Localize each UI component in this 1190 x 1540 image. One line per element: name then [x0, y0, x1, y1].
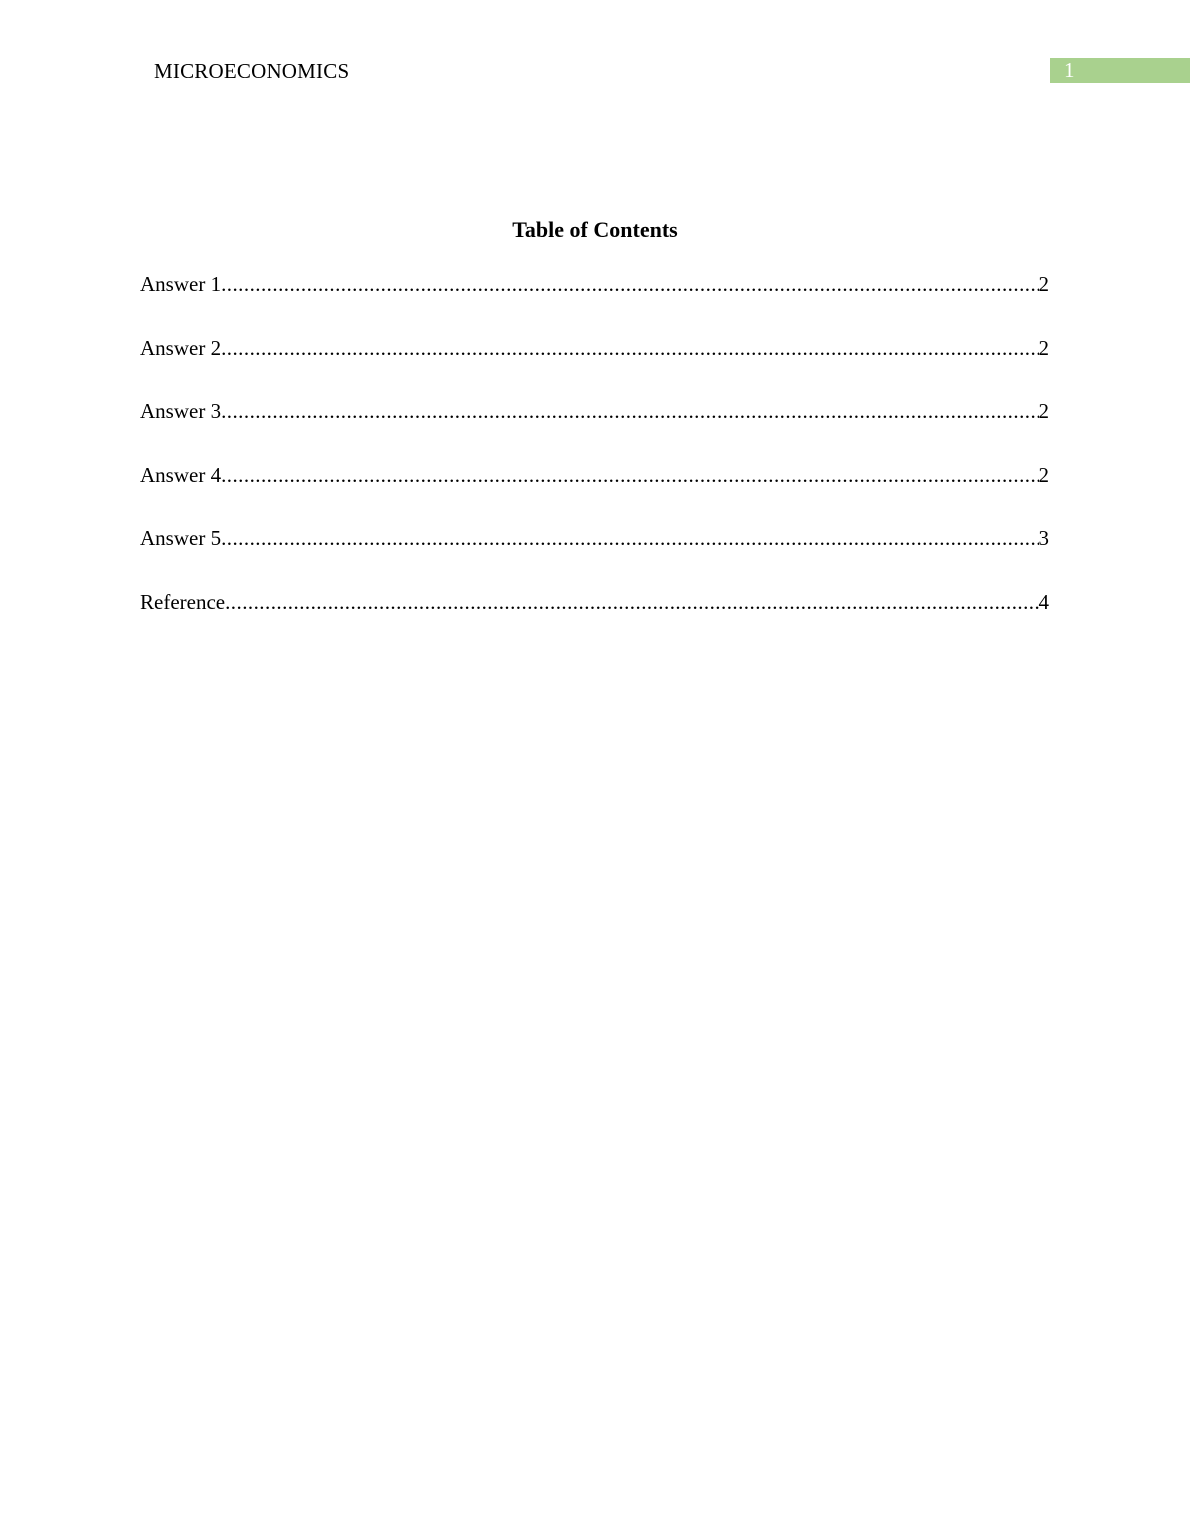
- toc-entry-answer-4[interactable]: [140, 461, 1049, 525]
- toc-entry-label: Answer 5: [140, 526, 222, 550]
- running-head: MICROECONOMICS: [154, 59, 350, 83]
- toc-entry-page: 2: [1038, 335, 1049, 360]
- toc-dot-leader: [221, 334, 1038, 362]
- toc-entry-answer-1[interactable]: [140, 270, 1049, 334]
- toc-entry-label: Answer 3: [140, 399, 222, 423]
- toc-dot-leader: [221, 461, 1038, 489]
- toc-entry-reference[interactable]: [140, 588, 1049, 652]
- toc-list: [140, 270, 1049, 651]
- toc-entry-page: 2: [1038, 399, 1049, 423]
- page-number-bar: [1050, 58, 1190, 83]
- toc-entry-page: 4: [1038, 589, 1049, 614]
- toc-entry-page: 2: [1038, 272, 1049, 296]
- toc-title: Table of Contents: [512, 217, 678, 242]
- toc-entry-page: 3: [1038, 526, 1049, 550]
- toc-entry-answer-5[interactable]: [140, 524, 1049, 588]
- toc-entry-page: 2: [1038, 462, 1049, 487]
- toc-entry-label: Answer 2: [140, 335, 222, 360]
- toc-entry-label: Answer 1: [140, 272, 222, 296]
- toc-dot-leader: [221, 524, 1038, 552]
- toc-entry-label: Answer 4: [140, 462, 222, 487]
- toc-entry-answer-3[interactable]: [140, 397, 1049, 461]
- page-number: 1: [1064, 58, 1075, 82]
- toc-entry-label: Reference: [140, 589, 226, 614]
- toc-dot-leader: [221, 397, 1038, 425]
- toc-entry-answer-2[interactable]: [140, 334, 1049, 398]
- toc-dot-leader: [225, 588, 1038, 616]
- toc-dot-leader: [221, 270, 1038, 298]
